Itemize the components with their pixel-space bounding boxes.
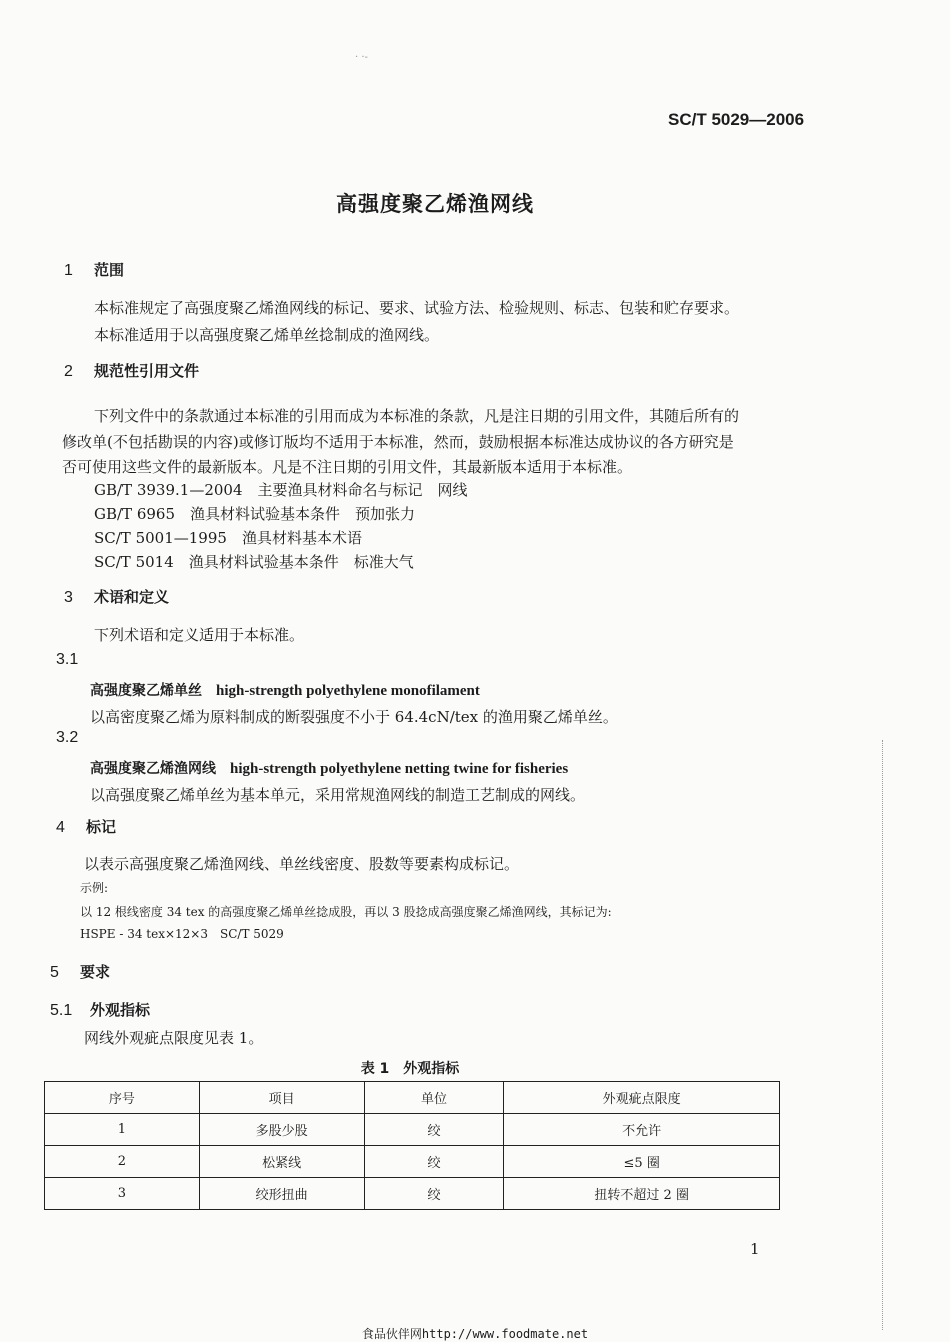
reference-code: SC/T 5014	[94, 553, 174, 571]
reference-item	[94, 503, 415, 524]
example-text: 以 12 根线密度 34 tex 的高强度聚乙烯单丝捻成股，再以 3 股捻成高强度聚乙烯渔网线，其标记为:	[80, 905, 612, 919]
paragraph: 以表示高强度聚乙烯渔网线、单丝线密度、股数等要素构成标记。	[84, 855, 520, 873]
table-caption: 表 1 外观指标	[360, 1061, 460, 1077]
section-number: 1	[64, 262, 73, 279]
table-cell: 2	[45, 1146, 200, 1178]
term-english: high-strength polyethylene netting twine for fisheries	[230, 761, 569, 777]
reference-code: GB/T 3939.1—2004	[94, 481, 243, 499]
table-cell: 1	[45, 1114, 200, 1146]
standard-number: SC/T 5029—2006	[668, 110, 805, 129]
table-cell: 多股少股	[199, 1114, 364, 1146]
footer-watermark: 食品伙伴网http://www.foodmate.net	[361, 1327, 589, 1341]
section-title: 规范性引用文件	[94, 362, 200, 380]
term-3-1	[90, 680, 480, 700]
table-row	[45, 1114, 780, 1146]
table-row	[45, 1178, 780, 1210]
paragraph: 网线外观疵点限度见表 1。	[84, 1029, 264, 1047]
section-number: 4	[56, 819, 65, 836]
paragraph: 下列术语和定义适用于本标准。	[94, 626, 305, 644]
table-cell: 绞	[364, 1146, 504, 1178]
table-header-cell: 序号	[45, 1082, 200, 1114]
table-cell: 3	[45, 1178, 200, 1210]
table-cell: 扭转不超过 2 圈	[504, 1178, 780, 1210]
table-cell: 绞	[364, 1178, 504, 1210]
reference-title: 主要渔具材料命名与标记 网线	[257, 481, 468, 499]
section-1-heading	[64, 259, 124, 280]
section-3-heading	[64, 586, 169, 607]
term-number: 3.1	[56, 651, 79, 668]
section-number: 5	[50, 964, 59, 981]
reference-code: GB/T 6965	[94, 505, 176, 523]
document-title: 高强度聚乙烯渔网线	[336, 192, 534, 216]
example-code: HSPE - 34 tex×12×3 SC/T 5029	[80, 927, 284, 941]
section-number: 2	[64, 363, 73, 380]
term-definition: 以高强度聚乙烯单丝为基本单元，采用常规渔网线的制造工艺制成的网线。	[90, 786, 586, 804]
section-title: 标记	[86, 818, 117, 836]
term-chinese: 高强度聚乙烯渔网线	[90, 761, 216, 777]
reference-code: SC/T 5001—1995	[94, 529, 227, 547]
subsection-number: 5.1	[50, 1002, 73, 1019]
scan-marks: · ·-	[355, 52, 368, 63]
term-number: 3.2	[56, 729, 79, 746]
table-cell: 不允许	[504, 1114, 780, 1146]
subsection-number	[56, 650, 86, 669]
term-definition: 以高密度聚乙烯为原料制成的断裂强度不小于 64.4cN/tex 的渔用聚乙烯单丝。	[90, 708, 618, 726]
table-header-row	[45, 1082, 780, 1114]
table-cell: 绞形扭曲	[199, 1178, 364, 1210]
reference-item	[94, 527, 362, 548]
paragraph: 本标准适用于以高强度聚乙烯单丝捻制成的渔网线。	[94, 326, 440, 344]
subsection-title: 外观指标	[90, 1001, 151, 1019]
table-row	[45, 1146, 780, 1178]
example-label: 示例:	[80, 881, 109, 895]
reference-title: 渔具材料试验基本条件 标准大气	[188, 553, 414, 571]
section-2-heading	[64, 360, 199, 381]
subsection-5-1-heading	[50, 999, 150, 1020]
paragraph-line: 下列文件中的条款通过本标准的引用而成为本标准的条款，凡是注日期的引用文件，其随后所有的	[94, 407, 740, 425]
term-english: high-strength polyethylene monofilament	[216, 683, 480, 699]
table-header-cell: 项目	[199, 1082, 364, 1114]
table-cell: 松紧线	[199, 1146, 364, 1178]
table-header-cell: 外观疵点限度	[504, 1082, 780, 1114]
reference-title: 渔具材料试验基本条件 预加张力	[190, 505, 416, 523]
section-title: 要求	[80, 963, 111, 981]
appearance-table	[44, 1081, 780, 1210]
paragraph-line: 修改单(不包括勘误的内容)或修订版均不适用于本标准，然而，鼓励根据本标准达成协议的各方研究是	[62, 433, 734, 451]
term-3-2	[90, 758, 568, 778]
term-chinese: 高强度聚乙烯单丝	[90, 683, 202, 699]
subsection-number	[56, 728, 86, 747]
section-5-heading	[50, 961, 110, 982]
section-title: 术语和定义	[94, 588, 170, 606]
table-header-cell: 单位	[364, 1082, 504, 1114]
reference-item	[94, 551, 414, 572]
page-number: 1	[750, 1240, 760, 1258]
scan-edge-line	[882, 740, 884, 1330]
paragraph-line: 否可使用这些文件的最新版本。凡是不注日期的引用文件，其最新版本适用于本标准。	[62, 458, 633, 476]
section-number: 3	[64, 589, 73, 606]
reference-title: 渔具材料基本术语	[241, 529, 362, 547]
section-title: 范围	[94, 261, 125, 279]
table-cell: ≤5 圈	[504, 1146, 780, 1178]
reference-item	[94, 479, 468, 500]
table-cell: 绞	[364, 1114, 504, 1146]
paragraph: 本标准规定了高强度聚乙烯渔网线的标记、要求、试验方法、检验规则、标志、包装和贮存要求。	[94, 299, 740, 317]
section-4-heading	[56, 816, 116, 837]
